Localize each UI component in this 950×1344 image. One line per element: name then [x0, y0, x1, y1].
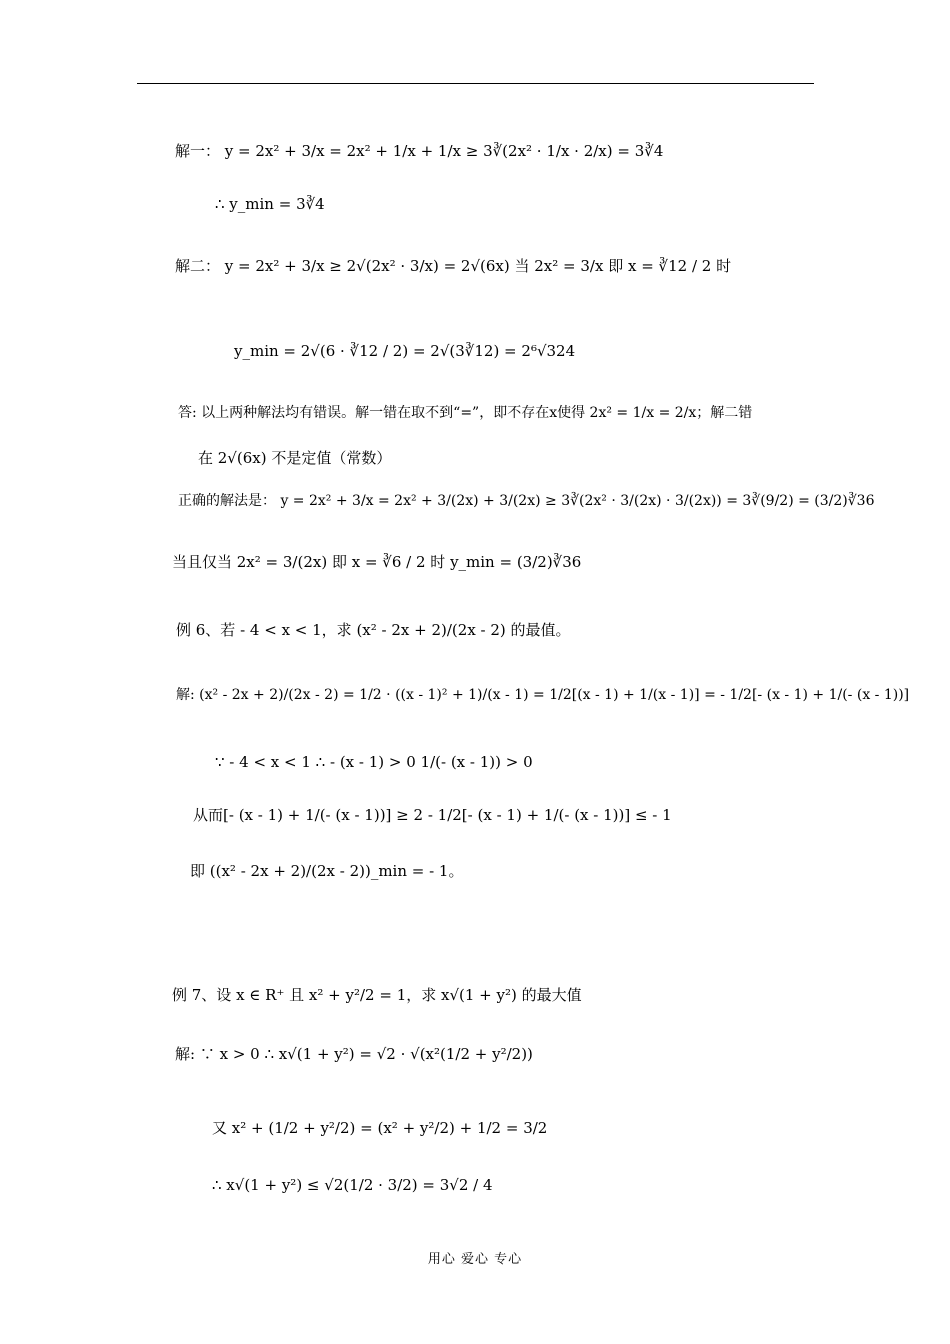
solution-two-line: 解二： y = 2x² + 3/x ≥ 2√(2x² · 3/x) = 2√(6x) 当 2x² = 3/x 即 x = ∛12 / 2 时: [175, 257, 732, 275]
correct-condition-line: 当且仅当 2x² = 3/(2x) 即 x = ∛6 / 2 时 y_min = (3/2)∛36: [172, 553, 582, 571]
solution-one-line: 解一： y = 2x² + 3/x = 2x² + 1/x + 1/x ≥ 3∛(2x² · 1/x · 2/x) = 3∛4: [175, 142, 664, 160]
example-6-thus: 从而[- (x - 1) + 1/(- (x - 1))] ≥ 2 - 1/2[- (x - 1) + 1/(- (x - 1))] ≤ - 1: [193, 806, 672, 824]
example-6-solution: 解: (x² - 2x + 2)/(2x - 2) = 1/2 · ((x - 1)² + 1)/(x - 1) = 1/2[(x - 1) + 1/(x - 1)] = - 1/2[- (x - 1) + 1/(- (x - 1))]: [176, 687, 910, 703]
example-7-solution: 解: ∵ x > 0 ∴ x√(1 + y²) = √2 · √(x²(1/2 + y²/2)): [175, 1045, 533, 1063]
correct-solution-line: 正确的解法是： y = 2x² + 3/x = 2x² + 3/(2x) + 3/(2x) ≥ 3∛(2x² · 3/(2x) · 3/(2x)) = 3∛(9/2) = (3/2)∛36: [178, 493, 875, 509]
example-7-heading: 例 7、设 x ∈ R⁺ 且 x² + y²/2 = 1，求 x√(1 + y²) 的最大值: [172, 986, 582, 1004]
solution-two-min-line: y_min = 2√(6 · ∛12 / 2) = 2√(3∛12) = 2⁶√324: [234, 342, 576, 360]
example-6-heading: 例 6、若 - 4 < x < 1，求 (x² - 2x + 2)/(2x - 2) 的最值。: [176, 621, 571, 639]
example-7-result: ∴ x√(1 + y²) ≤ √2(1/2 · 3/2) = 3√2 / 4: [212, 1176, 493, 1194]
header-rule: [137, 83, 814, 84]
example-6-result: 即 ((x² - 2x + 2)/(2x - 2))_min = - 1。: [190, 862, 464, 880]
example-7-also: 又 x² + (1/2 + y²/2) = (x² + y²/2) + 1/2 = 3/2: [212, 1119, 548, 1137]
answer-line-2: 在 2√(6x) 不是定值（常数）: [198, 449, 392, 467]
example-6-since: ∵ - 4 < x < 1 ∴ - (x - 1) > 0 1/(- (x - 1)) > 0: [215, 753, 533, 771]
answer-line-1: 答: 以上两种解法均有错误。解一错在取不到“=”，即不存在x使得 2x² = 1/x = 2/x；解二错: [178, 405, 753, 421]
solution-one-min-line: ∴ y_min = 3∛4: [215, 195, 325, 213]
page-footer: 用心 爱心 专心: [427, 1252, 523, 1267]
